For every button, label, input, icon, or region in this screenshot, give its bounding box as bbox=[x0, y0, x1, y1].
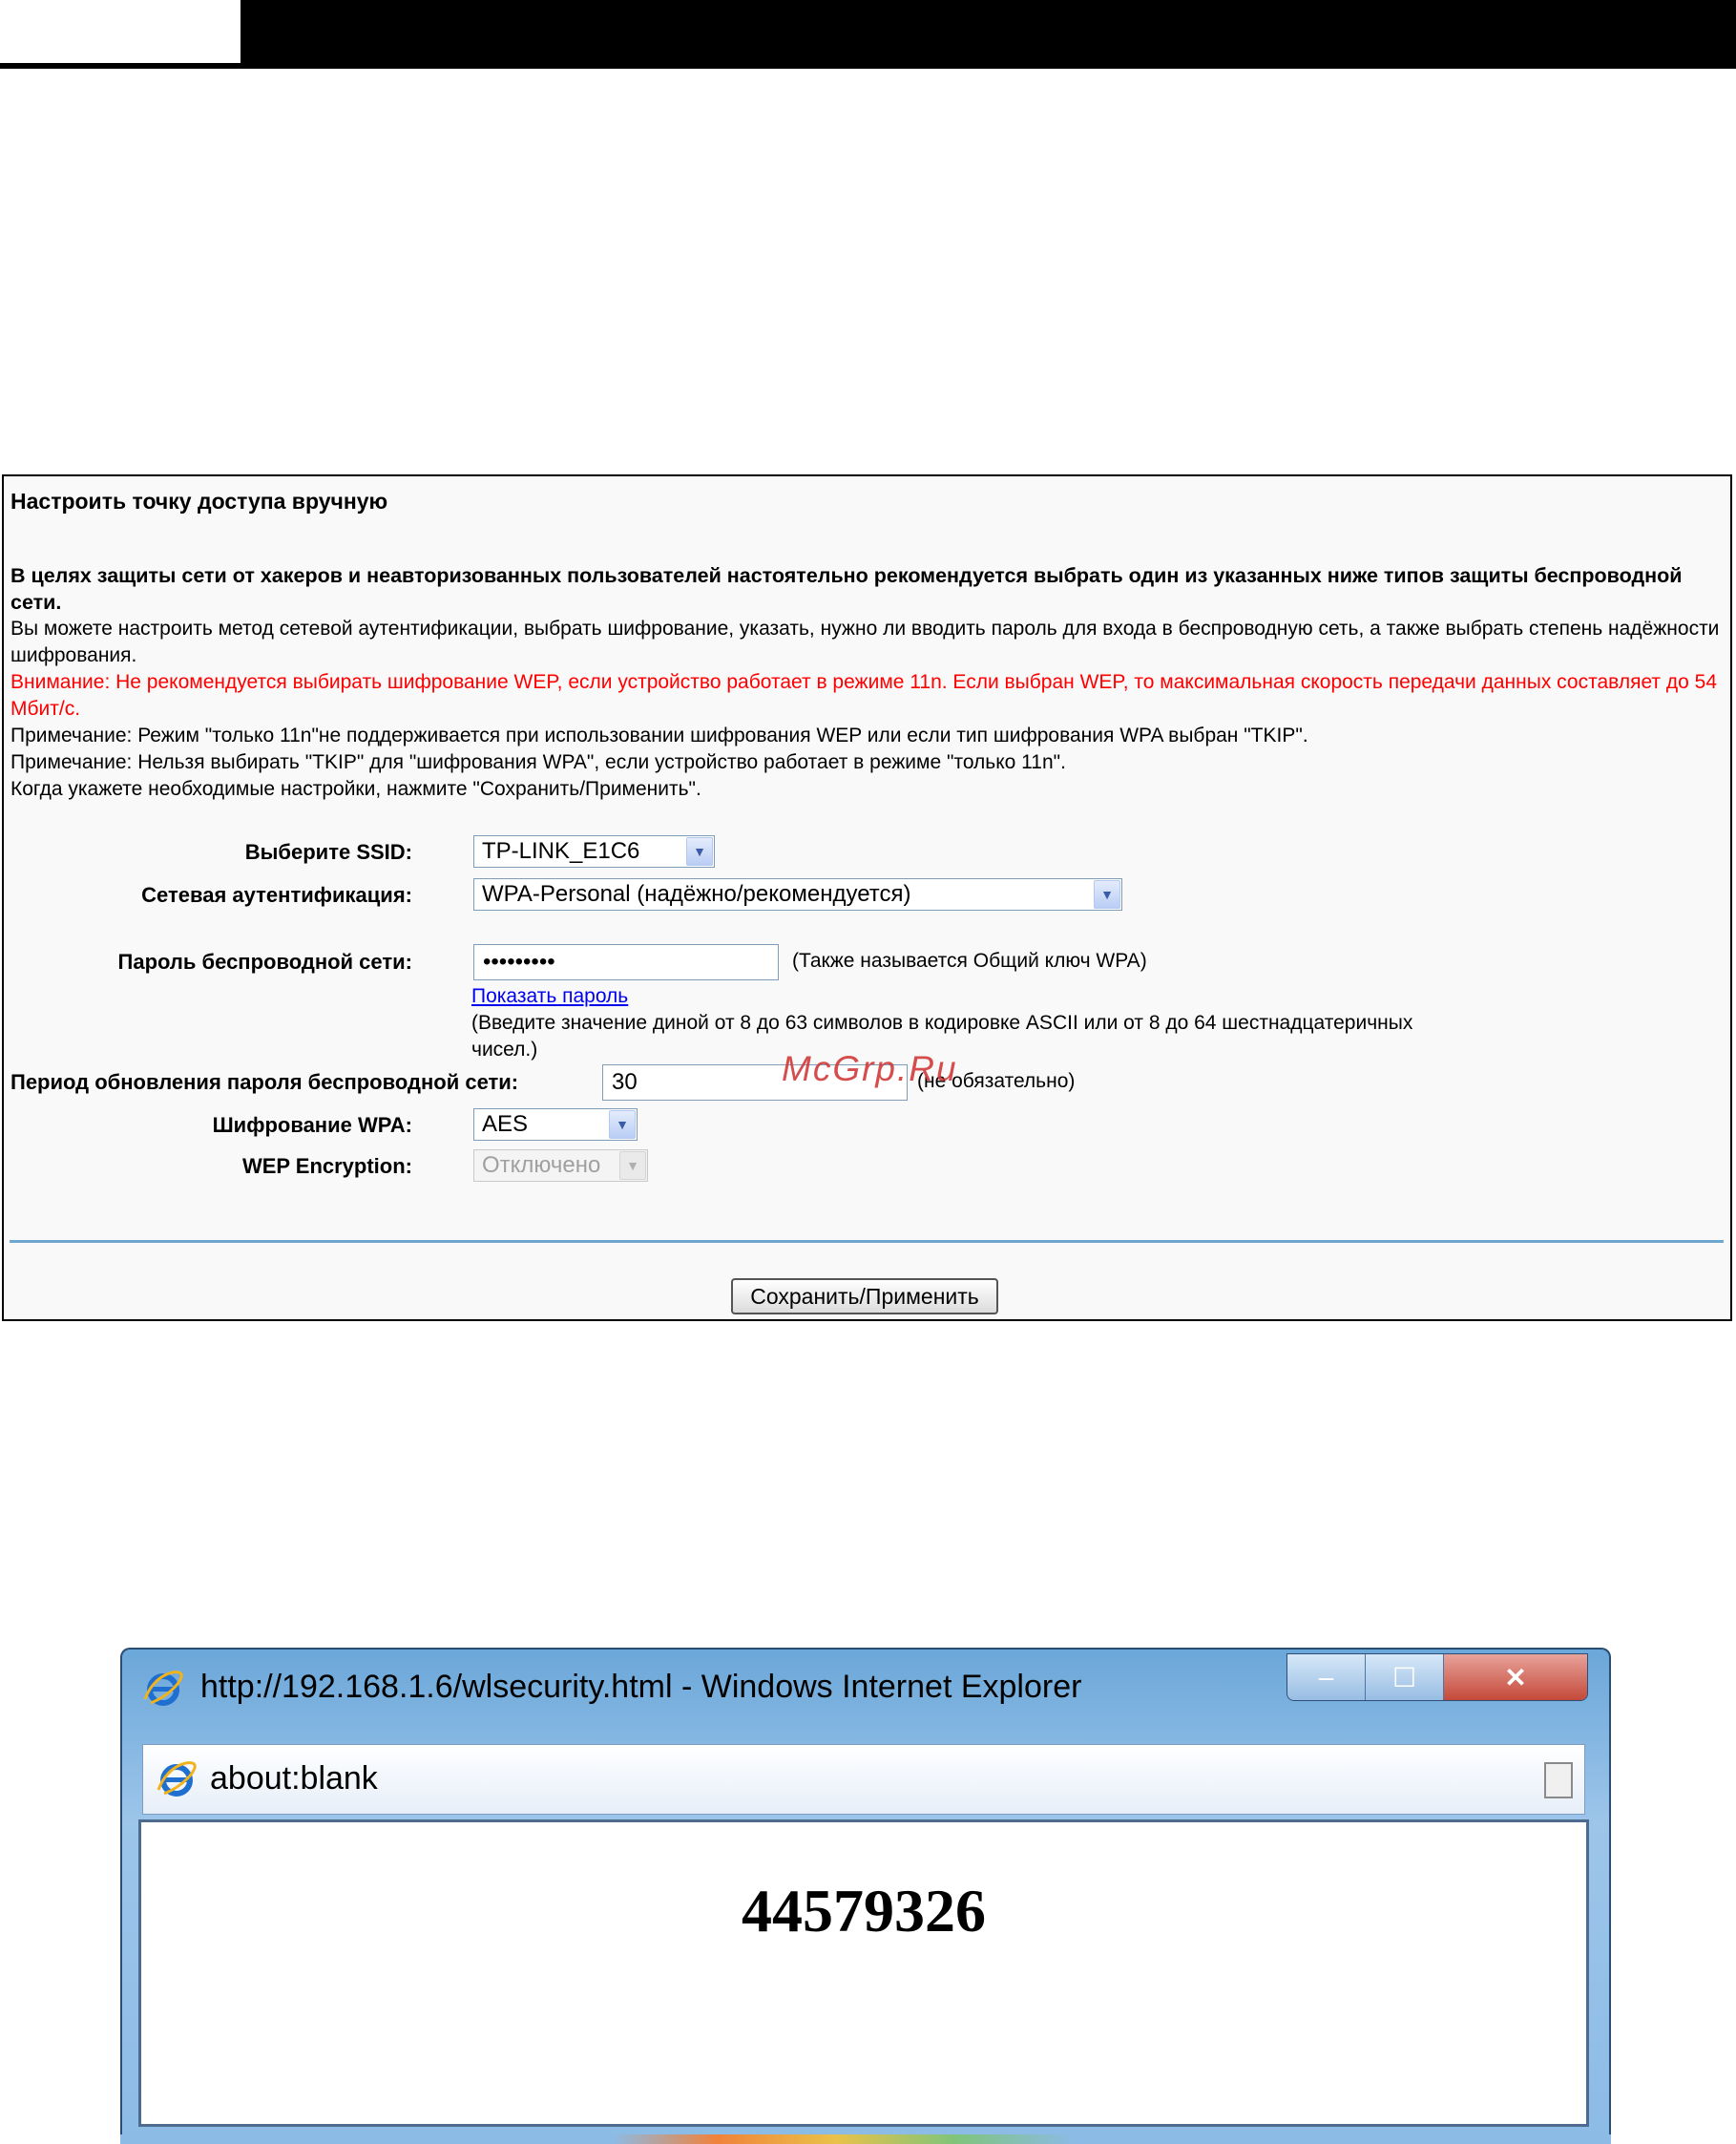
wep-value: Отключено bbox=[482, 1152, 601, 1178]
wep-label: WEP Encryption: bbox=[241, 1154, 412, 1178]
renew-field[interactable]: 30 bbox=[602, 1064, 908, 1101]
note-save: Когда укажете необходимые настройки, нажмите "Сохранить/Применить". bbox=[10, 778, 701, 800]
generated-number: 44579326 bbox=[742, 1877, 986, 1944]
ssid-value: TP-LINK_E1C6 bbox=[482, 838, 640, 864]
password-rule-line1: (Введите значение диной от 8 до 63 символов в кодировке ASCII или от 8 до 64 шестнадцатеричных bbox=[471, 1012, 1413, 1034]
note-11n: Примечание: Режим "только 11n"не поддерживается при использовании шифрования WEP или если тип шифрования WPA выбран "TKIP". bbox=[10, 725, 1308, 746]
address-bar[interactable] bbox=[142, 1744, 1585, 1815]
save-apply-button[interactable]: Сохранить/Применить bbox=[731, 1278, 998, 1314]
ie-popup-window bbox=[120, 1648, 1611, 2144]
auth-select[interactable] bbox=[473, 878, 1122, 911]
auth-label: Сетевая аутентификация: bbox=[141, 883, 412, 907]
wpa-enc-select[interactable] bbox=[473, 1108, 638, 1141]
header-white-tab bbox=[0, 0, 241, 63]
show-password-link[interactable]: Показать пароль bbox=[471, 985, 629, 1007]
window-title: http://192.168.1.6/wlsecurity.html - Windows Internet Explorer bbox=[200, 1669, 1082, 1705]
wireless-security-panel bbox=[2, 474, 1732, 1321]
minimize-button[interactable]: – bbox=[1287, 1654, 1366, 1700]
page-header-bar bbox=[0, 0, 1736, 69]
dropdown-arrow-icon: ▼ bbox=[619, 1151, 646, 1180]
wep-attention: Внимание: Не рекомендуется выбирать шифрование WEP, если устройство работает в режиме 11n. Если выбран WEP, то максимальная скорость передачи данных составляет до 54 Мбит/с. bbox=[10, 671, 1718, 720]
maximize-button[interactable]: ☐ bbox=[1366, 1654, 1444, 1700]
note-tkip: Примечание: Нельзя выбирать "TKIP" для "шифрования WPA", если устройство работает в режиме "только 11n". bbox=[10, 751, 1066, 773]
wep-select bbox=[473, 1149, 648, 1182]
ssid-label: Выберите SSID: bbox=[244, 840, 412, 864]
security-info: Вы можете настроить метод сетевой аутентификации, выбрать шифрование, указать, нужно ли вводить пароль для входа в беспроводную сеть, а также выбрать степень надёжности шифрования. bbox=[10, 618, 1720, 666]
password-hint: (Также называется Общий ключ WPA) bbox=[792, 950, 1147, 972]
panel-title: Настроить точку доступа вручную bbox=[10, 489, 388, 514]
ie-logo-icon bbox=[141, 1667, 185, 1711]
dropdown-arrow-icon[interactable]: ▼ bbox=[686, 837, 713, 866]
renew-label: Период обновления пароля беспроводной сети: bbox=[10, 1070, 519, 1094]
wpa-enc-label: Шифрование WPA: bbox=[212, 1113, 412, 1137]
ie-logo-icon bbox=[155, 1757, 199, 1801]
popup-content bbox=[138, 1819, 1589, 2127]
wpa-enc-value: AES bbox=[482, 1111, 529, 1137]
renew-hint: (не обязательно) bbox=[917, 1070, 1076, 1092]
window-controls bbox=[1286, 1653, 1588, 1701]
security-warning: В целях защиты сети от хакеров и неавторизованных пользователей настоятельно рекомендуется выбрать один из указанных ниже типов защиты беспроводной сети. bbox=[10, 564, 1683, 614]
dropdown-arrow-icon[interactable]: ▼ bbox=[609, 1110, 636, 1139]
taskbar-strip bbox=[120, 2134, 1611, 2144]
separator-line bbox=[10, 1240, 1724, 1243]
password-label: Пароль беспроводной сети: bbox=[117, 950, 412, 974]
close-button[interactable]: ✕ bbox=[1444, 1654, 1587, 1700]
ssid-select[interactable] bbox=[473, 835, 715, 868]
watermark: McGrp.Ru bbox=[782, 1049, 958, 1088]
auth-value: WPA-Personal (надёжно/рекомендуется) bbox=[482, 881, 911, 907]
address-text: about:blank bbox=[210, 1760, 378, 1797]
password-rule-line2: чисел.) bbox=[471, 1039, 538, 1061]
password-field[interactable]: ••••••••• bbox=[473, 944, 779, 980]
page-icon bbox=[1544, 1762, 1573, 1798]
dropdown-arrow-icon[interactable]: ▼ bbox=[1094, 880, 1120, 909]
